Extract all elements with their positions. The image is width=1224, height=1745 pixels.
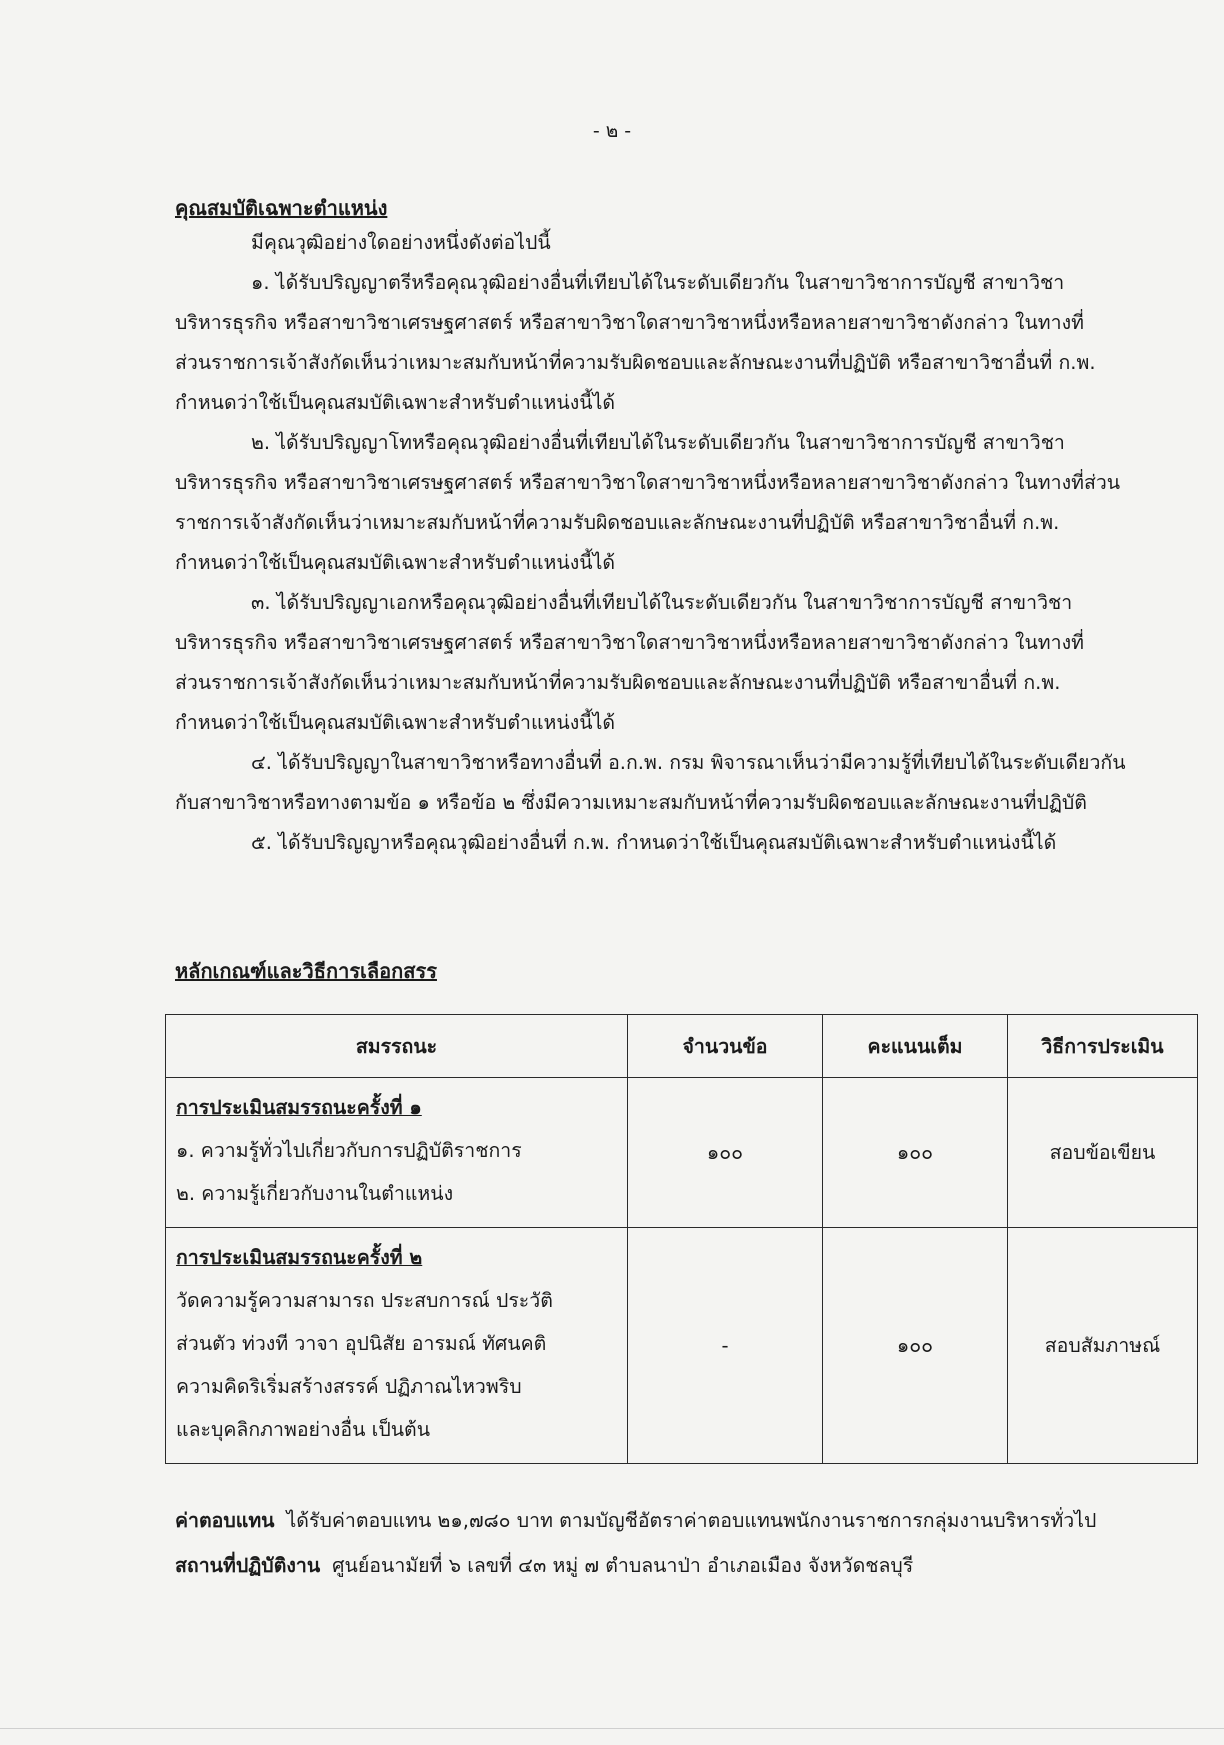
qualification-line: ส่วนราชการเจ้าสังกัดเห็นว่าเหมาะสมกับหน้าที่ความรับผิดชอบและลักษณะงานที่ปฏิบัติ หรือสาขาอื่นที่ ก.พ. [175, 671, 1061, 694]
assessment-round-title: การประเมินสมรรถนะครั้งที่ ๒ [176, 1246, 423, 1269]
compensation-label: ค่าตอบแทน [175, 1509, 275, 1532]
compensation-text: ได้รับค่าตอบแทน ๒๑,๗๘๐ บาท ตามบัญชีอัตราค่าตอบแทนพนักงานราชการกลุ่มงานบริหารทั่วไป [286, 1509, 1097, 1532]
workplace-label: สถานที่ปฏิบัติงาน [175, 1554, 321, 1577]
qualification-line: ๑. ได้รับปริญญาตรีหรือคุณวุฒิอย่างอื่นที่เทียบได้ในระดับเดียวกัน ในสาขาวิชาการบัญชี สาขาวิชา [251, 271, 1065, 294]
qualification-line: บริหารธุรกิจ หรือสาขาวิชาเศรษฐศาสตร์ หรือสาขาวิชาใดสาขาวิชาหนึ่งหรือหลายสาขาวิชาดังกล่าว ในทางที่ส่วน [175, 471, 1121, 494]
qualification-line: บริหารธุรกิจ หรือสาขาวิชาเศรษฐศาสตร์ หรือสาขาวิชาใดสาขาวิชาหนึ่งหรือหลายสาขาวิชาดังกล่าว ในทางที่ [175, 311, 1084, 334]
qualification-line: ๒. ได้รับปริญญาโทหรือคุณวุฒิอย่างอื่นที่เทียบได้ในระดับเดียวกัน ในสาขาวิชาการบัญชี สาขาวิชา [251, 431, 1065, 454]
page-edge-divider [0, 1728, 1224, 1729]
assessment-method-cell: สอบข้อเขียน [1008, 1078, 1198, 1228]
column-header-full-score: คะแนนเต็ม [823, 1015, 1008, 1078]
column-header-method: วิธีการประเมิน [1008, 1015, 1198, 1078]
table-row [166, 1078, 1198, 1228]
table-row [166, 1228, 1198, 1464]
competency-cell [166, 1228, 628, 1464]
qualification-heading: คุณสมบัติเฉพาะตำแหน่ง [175, 196, 388, 220]
qualification-line: บริหารธุรกิจ หรือสาขาวิชาเศรษฐศาสตร์ หรือสาขาวิชาใดสาขาวิชาหนึ่งหรือหลายสาขาวิชาดังกล่าว ในทางที่ [175, 631, 1084, 654]
full-score-cell: ๑๐๐ [823, 1228, 1008, 1464]
column-header-competency: สมรรถนะ [166, 1015, 628, 1078]
qualification-line: มีคุณวุฒิอย่างใดอย่างหนึ่งดังต่อไปนี้ [251, 231, 551, 254]
selection-criteria-table [165, 1014, 1198, 1464]
assessment-item: และบุคลิกภาพอย่างอื่น เป็นต้น [176, 1418, 431, 1441]
qualification-line: ส่วนราชการเจ้าสังกัดเห็นว่าเหมาะสมกับหน้าที่ความรับผิดชอบและลักษณะงานที่ปฏิบัติ หรือสาขาวิชาอื่นที่ ก.พ. [175, 351, 1096, 374]
question-count-cell: ๑๐๐ [628, 1078, 823, 1228]
qualification-line: ราชการเจ้าสังกัดเห็นว่าเหมาะสมกับหน้าที่ความรับผิดชอบและลักษณะงานที่ปฏิบัติ หรือสาขาวิชาอื่นที่ ก.พ. [175, 511, 1060, 534]
full-score-cell: ๑๐๐ [823, 1078, 1008, 1228]
assessment-method-cell: สอบสัมภาษณ์ [1008, 1228, 1198, 1464]
table-header-row [166, 1015, 1198, 1078]
qualification-line: กับสาขาวิชาหรือทางตามข้อ ๑ หรือข้อ ๒ ซึ่งมีความเหมาะสมกับหน้าที่ความรับผิดชอบและลักษณะงานที่ปฏิบัติ [175, 791, 1087, 814]
assessment-item: วัดความรู้ความสามารถ ประสบการณ์ ประวัติ [176, 1289, 553, 1312]
assessment-item: ๑. ความรู้ทั่วไปเกี่ยวกับการปฏิบัติราชการ [176, 1139, 522, 1162]
qualification-line: ๓. ได้รับปริญญาเอกหรือคุณวุฒิอย่างอื่นที่เทียบได้ในระดับเดียวกัน ในสาขาวิชาการบัญชี สาขาวิชา [251, 591, 1073, 614]
assessment-item: ส่วนตัว ท่วงที วาจา อุปนิสัย อารมณ์ ทัศนคติ [176, 1332, 547, 1355]
compensation-line [175, 1505, 1096, 1536]
assessment-item: ความคิดริเริ่มสร้างสรรค์ ปฏิภาณไหวพริบ [176, 1375, 522, 1398]
column-header-count: จำนวนข้อ [628, 1015, 823, 1078]
qualification-line: กำหนดว่าใช้เป็นคุณสมบัติเฉพาะสำหรับตำแหน่งนี้ได้ [175, 711, 616, 734]
assessment-round-title: การประเมินสมรรถนะครั้งที่ ๑ [176, 1096, 422, 1119]
selection-heading: หลักเกณฑ์และวิธีการเลือกสรร [175, 959, 437, 983]
workplace-text: ศูนย์อนามัยที่ ๖ เลขที่ ๔๓ หมู่ ๗ ตำบลนาป่า อำเภอเมือง จังหวัดชลบุรี [332, 1554, 914, 1577]
qualification-line: กำหนดว่าใช้เป็นคุณสมบัติเฉพาะสำหรับตำแหน่งนี้ได้ [175, 551, 616, 574]
qualification-line: ๕. ได้รับปริญญาหรือคุณวุฒิอย่างอื่นที่ ก.พ. กำหนดว่าใช้เป็นคุณสมบัติเฉพาะสำหรับตำแหน่งนี้ได้ [251, 831, 1057, 854]
assessment-item: ๒. ความรู้เกี่ยวกับงานในตำแหน่ง [176, 1182, 454, 1205]
competency-cell [166, 1078, 628, 1228]
qualification-line: กำหนดว่าใช้เป็นคุณสมบัติเฉพาะสำหรับตำแหน่งนี้ได้ [175, 391, 616, 414]
qualification-line: ๔. ได้รับปริญญาในสาขาวิชาหรือทางอื่นที่ อ.ก.พ. กรม พิจารณาเห็นว่ามีความรู้ที่เทียบได้ในระดับเดียวกัน [251, 751, 1126, 774]
workplace-line [175, 1550, 913, 1581]
page-number: - ๒ - [592, 120, 632, 142]
question-count-cell: - [628, 1228, 823, 1464]
